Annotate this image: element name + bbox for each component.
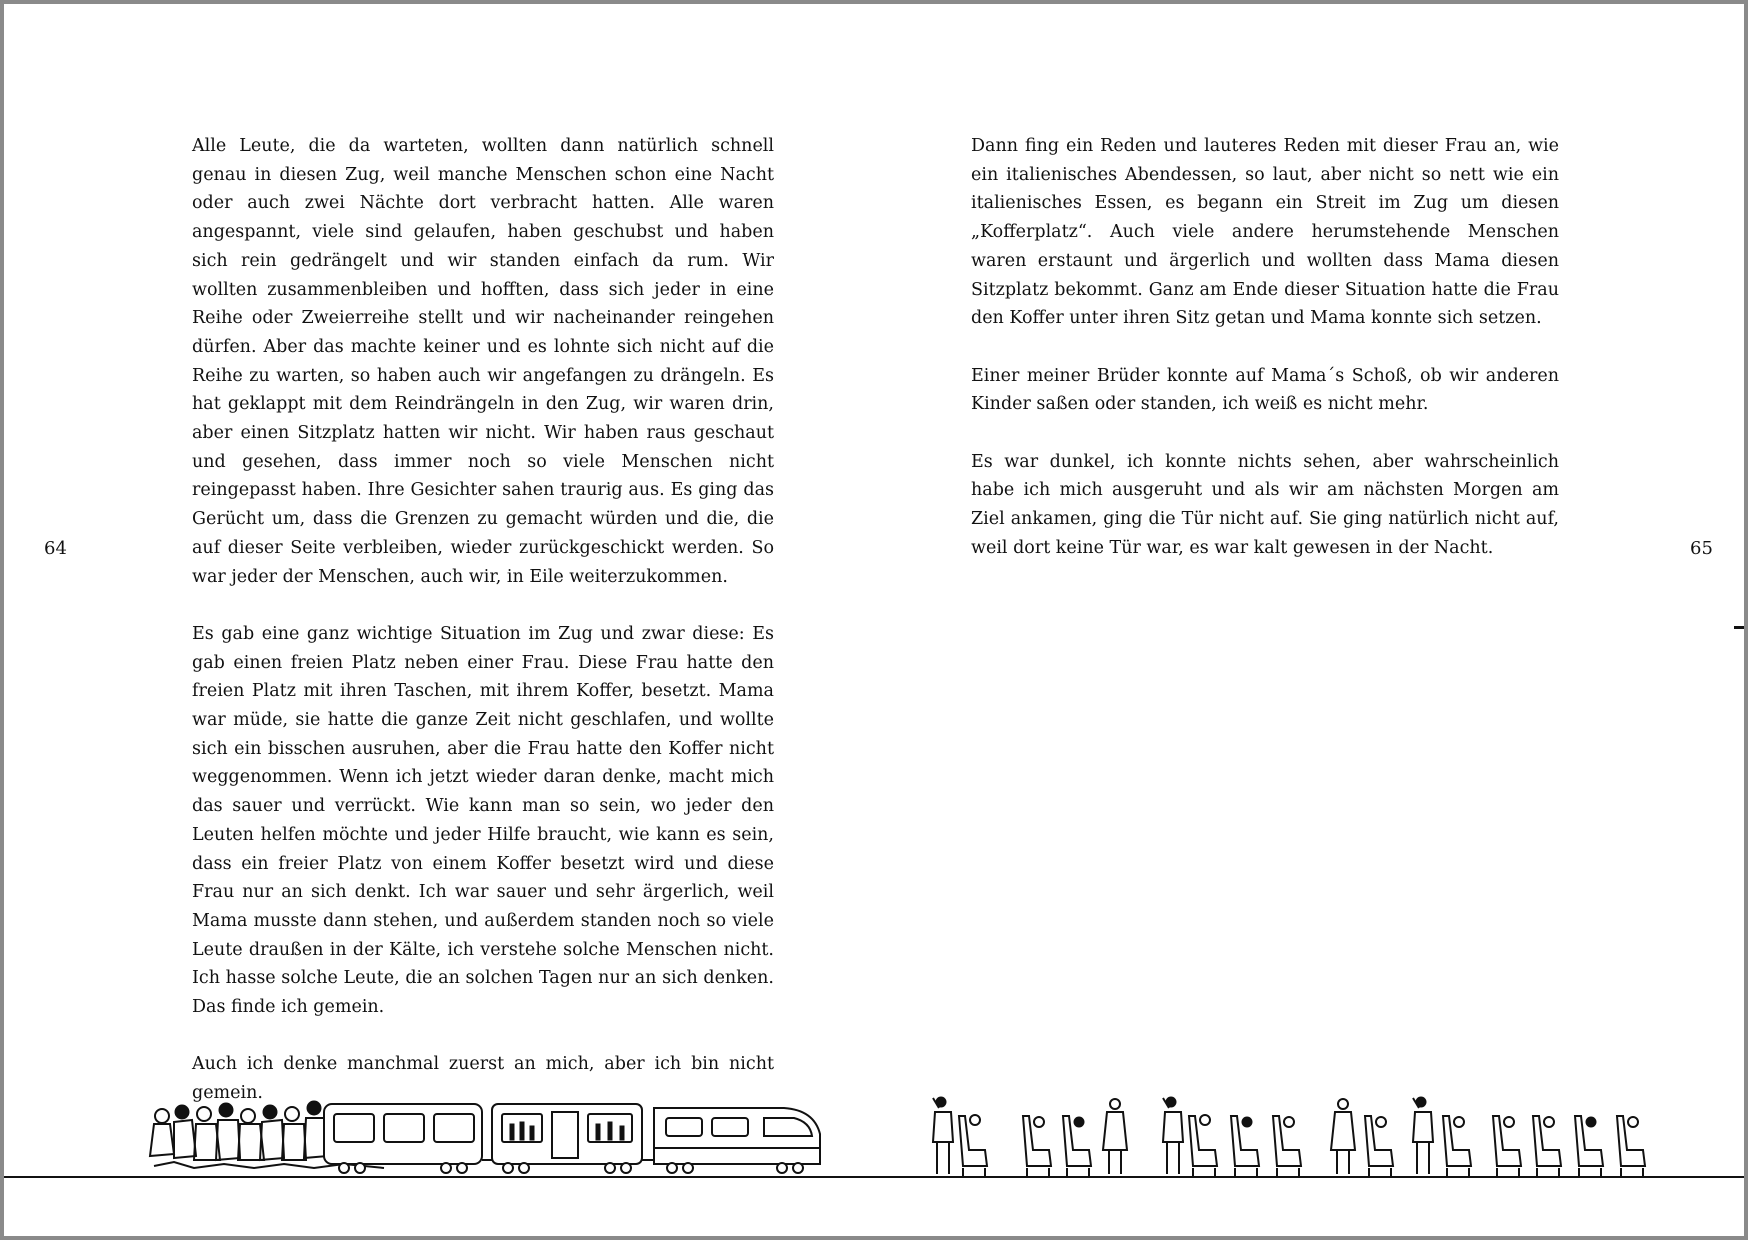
paragraph: Einer meiner Brüder konnte auf Mama´s Schoß, ob wir anderen Kinder saßen oder standen, ich weiß es nicht mehr.: [971, 365, 1559, 415]
paragraph: Es war dunkel, ich konnte nichts sehen, aber wahrscheinlich habe ich mich ausgeruht und als wir am nächsten Morgen am Ziel ankamen, ging die Tür nicht auf. Sie ging natürlich nicht auf, weil dort keine Tür war, es war kalt gewesen in der Nacht.: [971, 451, 1559, 558]
crowd-pushing-into-train-illustration: [134, 1094, 824, 1178]
paragraph: Es gab eine ganz wichtige Situation im Zug und zwar diese: Es gab einen freien Platz neben einer Frau. Diese Frau hatte den freien Platz mit ihren Taschen, mit ihrem Koffer, besetzt. Mama war müde, sie hatte die ganze Zeit nicht geschlafen, und wollte sich ein bisschen ausruhen, aber die Frau hatte den Koffer nicht weggenommen. Wenn ich jetzt wieder daran denke, macht mich das sauer und verrückt. Wie kann man so sein, wo jeder den Leuten helfen möchte und jeder Hilfe braucht, wie kann es sein, dass ein freier Platz von einem Koffer besetzt wird und diese Frau nur an sich denkt. Ich war sauer und sehr ärgerlich, weil Mama musste dann stehen, und außerdem standen noch so viele Leute draußen in der Kälte, ich verstehe solche Menschen nicht. Ich hasse solche Leute, die an solchen Tagen nur an sich denken. Das finde ich gemein.: [192, 623, 774, 1018]
train-carriage: [492, 1104, 642, 1173]
paragraph: Dann fing ein Reden und lauteres Reden mit dieser Frau an, wie ein italienisches Abendessen, so laut, aber nicht so nett wie ein italienisches Essen, es begann ein Streit im Zug um diesen „Kofferplatz“. Auch viele andere herumstehende Menschen waren erstaunt und ärgerlich und wollten dass Mama diesen Sitzplatz bekommt. Ganz am Ende dieser Situation hatte die Frau den Koffer unter ihren Sitz getan und Mama konnte sich setzen.: [971, 136, 1559, 329]
passenger-seats: [933, 1097, 1645, 1176]
ground-line: [4, 1176, 1744, 1178]
seated-passengers-illustration: [929, 1094, 1649, 1178]
page-number-left: 64: [44, 538, 67, 559]
paragraph: Alle Leute, die da warteten, wollten dann natürlich schnell genau in diesen Zug, weil manche Menschen schon eine Nacht oder auch zwei Nächte dort verbracht hatten. Alle waren angespannt, viele sind gelaufen, haben geschubst und haben sich rein gedrängelt und wir standen einfach da rum. Wir wollten zusammenbleiben und hofften, dass sich jeder in eine Reihe oder Zweierreihe stellt und wir nacheinander reingehen dürfen. Aber das machte keiner und es lohnte sich nicht auf die Reihe zu warten, so haben auch wir angefangen zu drängeln. Es hat geklappt mit dem Reindrängeln in den Zug, wir waren drin, aber einen Sitzplatz hatten wir nicht. Wir haben raus geschaut und gesehen, dass immer noch so viele Menschen nicht reingepasst haben. Ihre Gesichter sahen traurig aus. Es ging das Gerücht um, dass die Grenzen zu gemacht würden und die, die auf dieser Seite verbleiben, wieder zurückgeschickt werden. So war jeder der Menschen, auch wir, in Eile weiterzukommen.: [192, 136, 774, 587]
train-carriage: [324, 1104, 482, 1173]
crop-mark: [1734, 626, 1746, 629]
page-number-right: 65: [1690, 538, 1713, 559]
train-locomotive: [654, 1108, 820, 1173]
paragraph: Auch ich denke manchmal zuerst an mich, aber ich bin nicht gemein.: [192, 1054, 774, 1104]
left-page-text: [192, 132, 774, 1137]
right-page-text: [971, 132, 1559, 591]
